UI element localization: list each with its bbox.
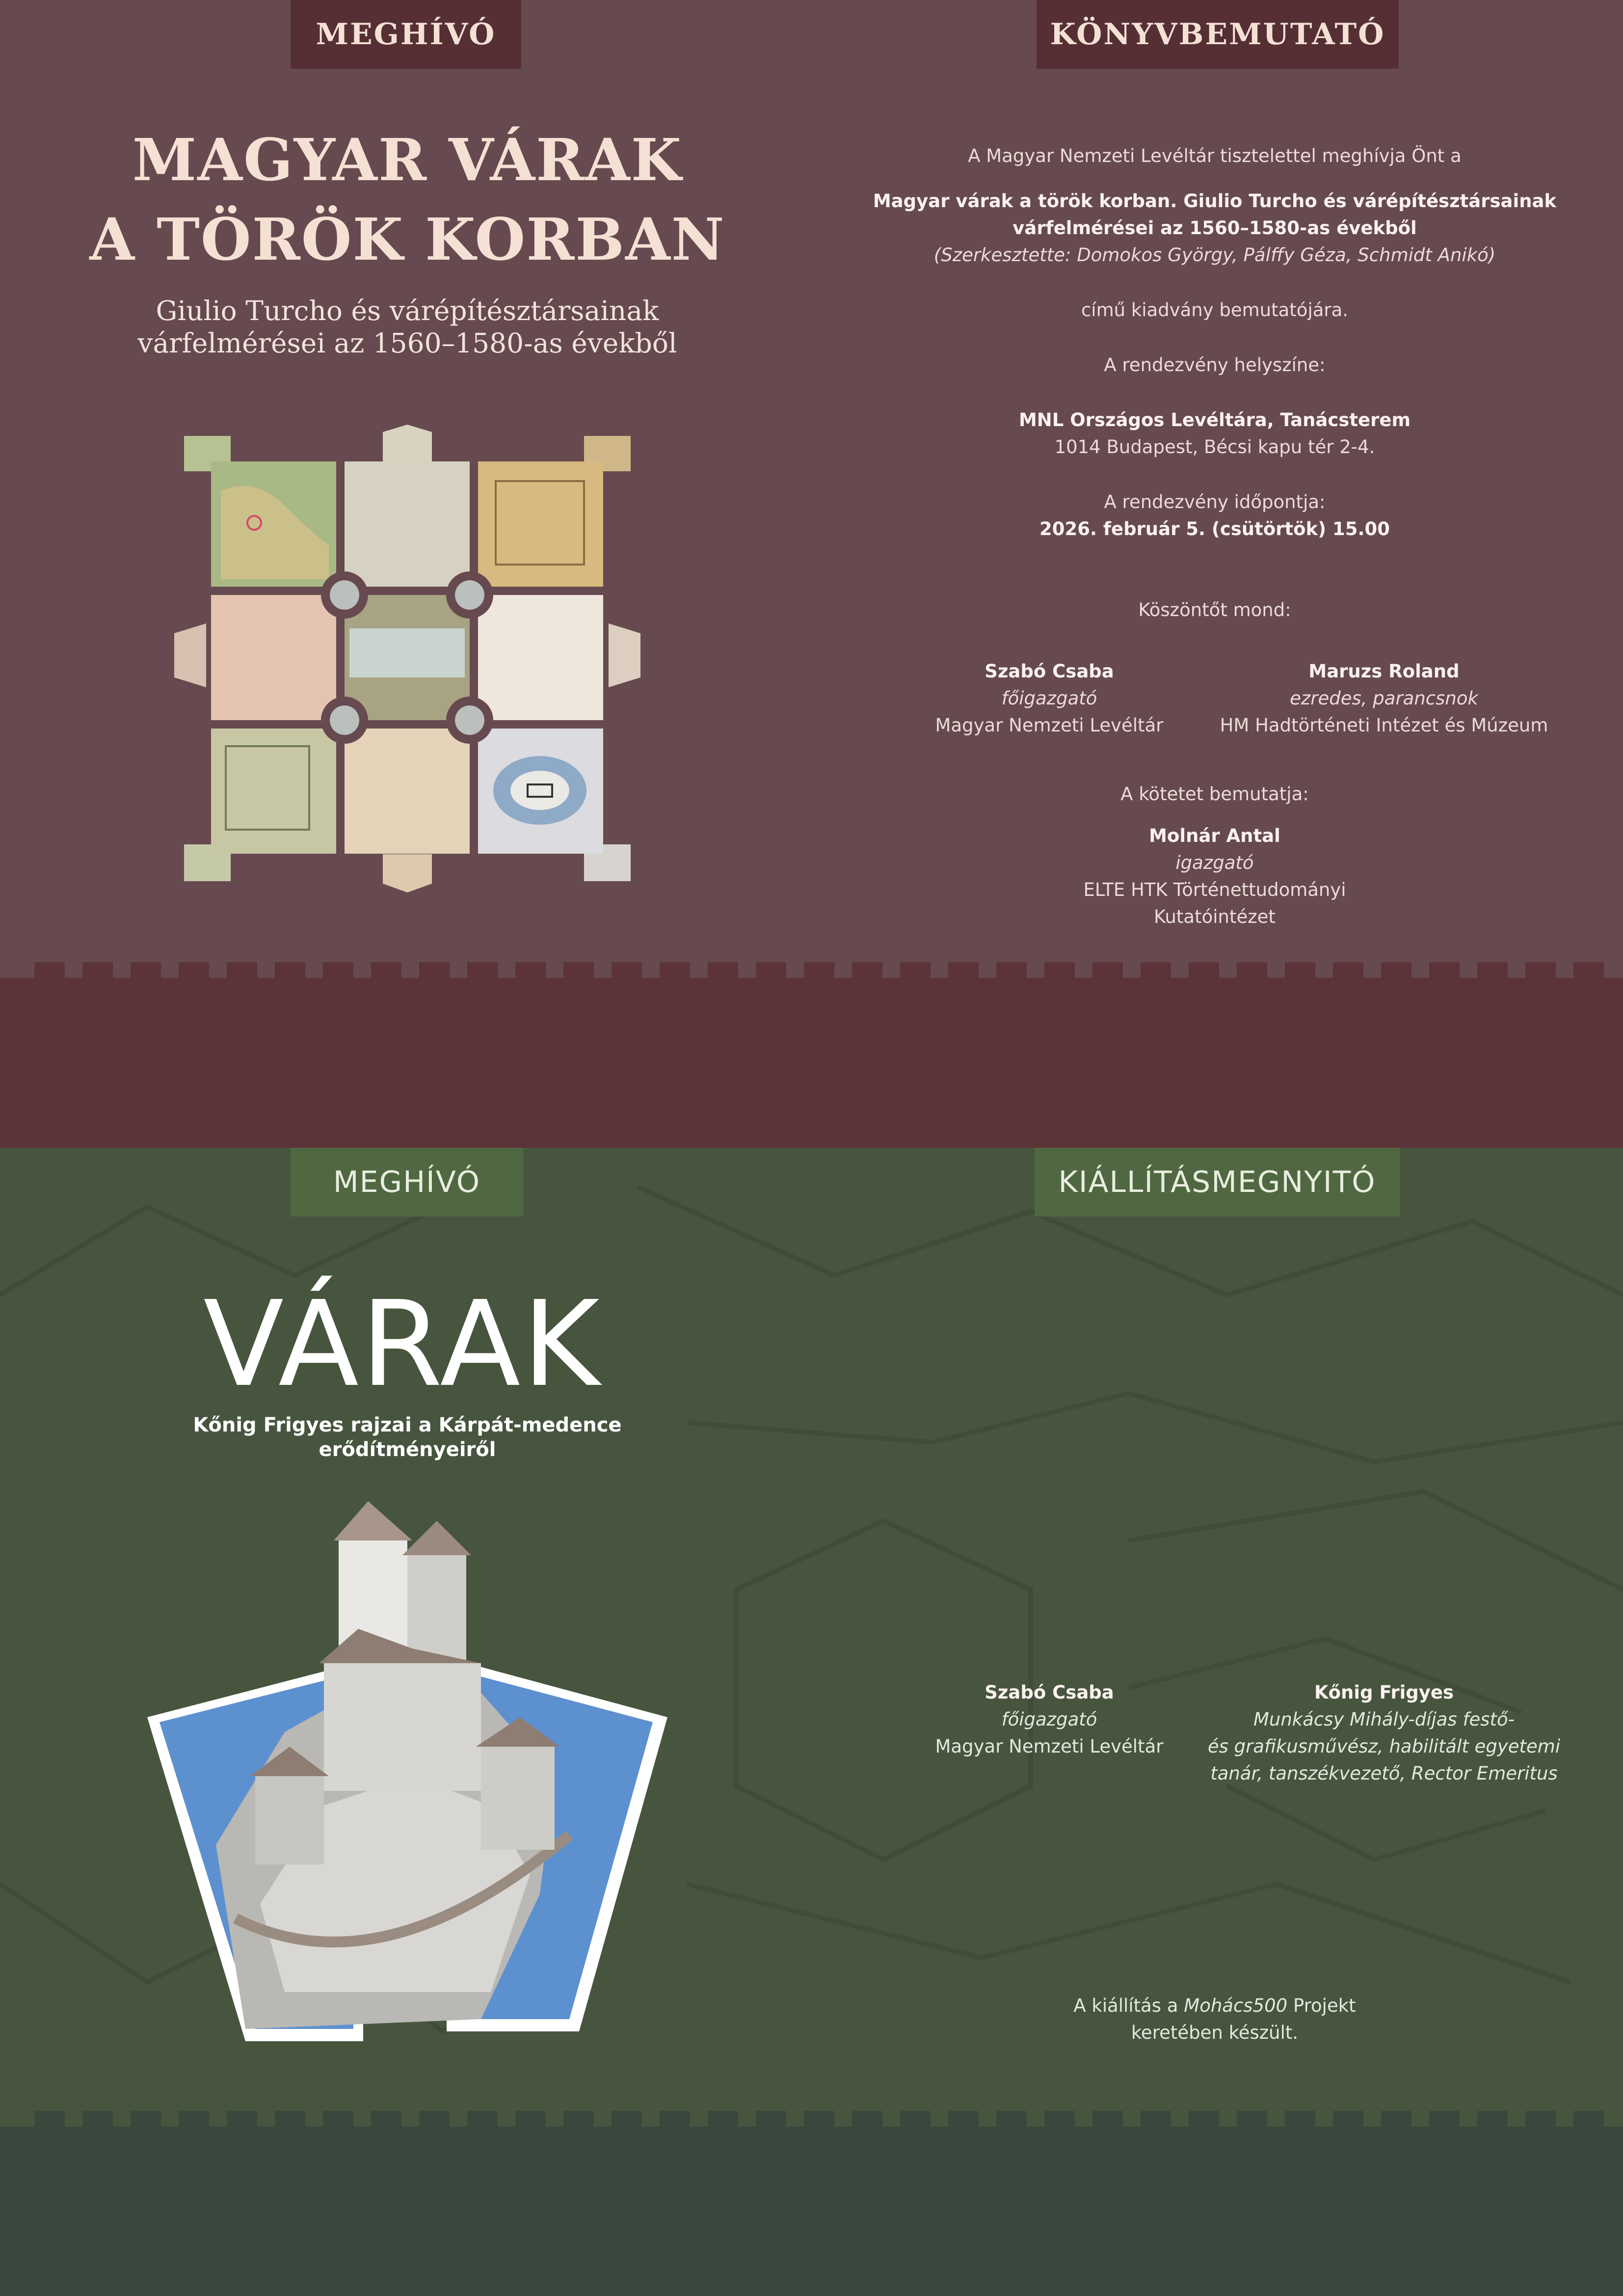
presenter-block xyxy=(864,781,1566,930)
crenel-tooth xyxy=(708,962,738,978)
crenel-tooth xyxy=(515,2111,546,2127)
venue-label: A rendezvény helyszíne: xyxy=(1104,354,1326,376)
crenel-tooth xyxy=(1429,962,1460,978)
crenel-tooth xyxy=(1333,962,1363,978)
crenel-tooth xyxy=(1141,2111,1171,2127)
crenel-tooth xyxy=(563,962,594,978)
invitation-tab: MEGHÍVÓ xyxy=(291,0,521,69)
exhibition-subtitle xyxy=(162,1413,653,1462)
crenel-tooth xyxy=(34,962,65,978)
book-subtitle-line1: Giulio Turcho és várépítésztársainak xyxy=(156,295,659,326)
crenel-tooth xyxy=(1429,2111,1460,2127)
crenel-tooth xyxy=(323,962,353,978)
exhibition-footer xyxy=(0,2111,1623,2296)
speaker-name: Szabó Csaba xyxy=(984,661,1114,682)
speaker-name: Kőnig Frigyes xyxy=(1314,1682,1454,1703)
crenel-tooth xyxy=(1237,2111,1267,2127)
speaker-name: Szabó Csaba xyxy=(984,1682,1114,1703)
book-title-bold-1: Magyar várak a török korban. Giulio Turcho és várépítésztársainak xyxy=(873,190,1557,212)
crenel-tooth xyxy=(1477,962,1508,978)
speaker-role: főigazgató xyxy=(1001,1709,1097,1730)
crenel-tooth xyxy=(1285,962,1315,978)
crenel-tooth xyxy=(996,962,1027,978)
crenel-tooth xyxy=(756,2111,786,2127)
crenel-tooth xyxy=(131,962,161,978)
crenel-tooth xyxy=(179,2111,209,2127)
crenel-tooth xyxy=(852,962,882,978)
crenel-tooth xyxy=(82,2111,113,2127)
book-title-line2: A TÖRÖK KORBAN xyxy=(89,205,725,273)
crenel-tooth xyxy=(1092,2111,1123,2127)
book-title-bold-2: várfelmérései az 1560–1580-as évekből xyxy=(1012,217,1417,239)
crenel-tooth xyxy=(852,2111,882,2127)
crenel-tooth xyxy=(467,962,498,978)
speaker-org: Magyar Nemzeti Levéltár xyxy=(935,715,1164,736)
speaker-org: Magyar Nemzeti Levéltár xyxy=(935,1736,1164,1757)
speaker-name: Maruzs Roland xyxy=(1308,661,1460,682)
crenel-tooth xyxy=(1381,962,1411,978)
welcome-label: Köszöntőt mond: xyxy=(1138,599,1291,621)
crenel-tooth xyxy=(371,962,401,978)
crenel-tooth xyxy=(804,2111,834,2127)
speaker-role: főigazgató xyxy=(1001,688,1097,709)
crenel-tooth xyxy=(948,962,979,978)
book-launch-section xyxy=(0,0,1623,962)
speaker-szabo xyxy=(912,1679,1187,1760)
speaker-role-1: Munkácsy Mihály-díjas festő- xyxy=(1253,1709,1515,1730)
crenel-tooth xyxy=(1333,2111,1363,2127)
crenel-tooth xyxy=(563,2111,594,2127)
time-value: 2026. február 5. (csütörtök) 15.00 xyxy=(1039,518,1390,540)
crenel-tooth xyxy=(515,962,546,978)
crenel-tooth xyxy=(419,2111,450,2127)
crenel-tooth xyxy=(948,2111,979,2127)
book-launch-footer xyxy=(0,962,1623,1148)
crenel-tooth xyxy=(660,962,690,978)
speaker-role: ezredes, parancsnok xyxy=(1290,688,1478,709)
crenel-border xyxy=(0,962,1623,978)
speaker-role-2: és grafikusművész, habilitált egyetemi xyxy=(1207,1736,1561,1757)
crenel-tooth xyxy=(1141,962,1171,978)
speaker-org: HM Hadtörténeti Intézet és Múzeum xyxy=(1220,715,1548,736)
crenel-tooth xyxy=(179,962,209,978)
crenel-tooth xyxy=(467,2111,498,2127)
crenel-tooth xyxy=(1189,2111,1219,2127)
crenel-tooth xyxy=(756,962,786,978)
crenel-tooth xyxy=(1381,2111,1411,2127)
crenel-tooth xyxy=(419,962,450,978)
crenel-tooth xyxy=(1525,2111,1556,2127)
presenter-label: A kötetet bemutatja: xyxy=(1120,783,1309,805)
crenel-tooth xyxy=(227,962,257,978)
crenel-tooth xyxy=(34,2111,65,2127)
speaker-konig xyxy=(1202,1679,1566,1787)
project-pre: A kiállítás a xyxy=(1073,1995,1184,2016)
crenel-tooth xyxy=(323,2111,353,2127)
crenel-tooth xyxy=(996,2111,1027,2127)
exhibition-title: VÁRAK xyxy=(203,1275,602,1413)
invitation-intro: A Magyar Nemzeti Levéltár tisztelettel meghívja Önt a xyxy=(968,145,1462,166)
book-title-line1: MAGYAR VÁRAK xyxy=(132,126,683,194)
crenel-tooth xyxy=(371,2111,401,2127)
crenel-tooth xyxy=(1573,2111,1604,2127)
crenel-tooth xyxy=(275,2111,305,2127)
speaker-maruzs xyxy=(1202,658,1566,739)
crenel-tooth xyxy=(900,2111,931,2127)
exhibition-subtitle-line2: erődítményeiről xyxy=(319,1438,496,1461)
presenter-role: igazgató xyxy=(1175,852,1254,873)
time-label: A rendezvény időpontja: xyxy=(1104,491,1326,513)
book-launch-tab: KÖNYVBEMUTATÓ xyxy=(1037,0,1399,69)
castle-drawing xyxy=(137,1501,677,2051)
speaker-szabo xyxy=(912,658,1187,739)
invitation-tab: MEGHÍVÓ xyxy=(291,1148,523,1216)
crenel-border xyxy=(0,2111,1623,2127)
crenel-tooth xyxy=(1237,962,1267,978)
book-subtitle-line2: várfelmérései az 1560–1580-as évekből xyxy=(137,327,677,359)
crenel-tooth xyxy=(1477,2111,1508,2127)
crenel-tooth xyxy=(1285,2111,1315,2127)
crenel-tooth xyxy=(1044,962,1075,978)
crenel-tooth xyxy=(612,2111,642,2127)
presenter-name: Molnár Antal xyxy=(1149,825,1280,846)
crenel-tooth xyxy=(1573,962,1604,978)
crenel-tooth xyxy=(82,962,113,978)
book-subtitle xyxy=(88,295,726,359)
crenel-tooth xyxy=(900,962,931,978)
speaker-role-3: tanár, tanszékvezető, Rector Emeritus xyxy=(1210,1763,1558,1784)
book-invitation-text xyxy=(864,142,1566,623)
crenel-tooth xyxy=(131,2111,161,2127)
book-editors: (Szerkesztette: Domokos György, Pálffy Géza, Schmidt Anikó) xyxy=(933,244,1496,266)
exhibition-opening-tab: KIÁLLÍTÁSMEGNYITÓ xyxy=(1035,1148,1400,1216)
crenel-tooth xyxy=(275,962,305,978)
exhibition-section xyxy=(0,1148,1623,2111)
project-name: Mohács500 xyxy=(1184,1995,1288,2016)
crenel-tooth xyxy=(1092,962,1123,978)
venue-name: MNL Országos Levéltára, Tanácsterem xyxy=(1018,409,1411,431)
presenter-org-2: Kutatóintézet xyxy=(1154,906,1276,927)
project-post: Projekt xyxy=(1287,1995,1356,2016)
crenel-tooth xyxy=(660,2111,690,2127)
venue-address: 1014 Budapest, Bécsi kapu tér 2-4. xyxy=(1054,436,1375,458)
fortress-map-collage xyxy=(172,422,643,893)
project-line-2: keretében készült. xyxy=(1131,2022,1299,2043)
crenel-tooth xyxy=(612,962,642,978)
crenel-tooth xyxy=(804,962,834,978)
crenel-tooth xyxy=(227,2111,257,2127)
book-purpose: című kiadvány bemutatójára. xyxy=(1081,299,1349,321)
crenel-tooth xyxy=(1044,2111,1075,2127)
presenter-org-1: ELTE HTK Történettudományi xyxy=(1083,879,1346,900)
crenel-tooth xyxy=(1525,962,1556,978)
crenel-tooth xyxy=(1189,962,1219,978)
crenel-tooth xyxy=(708,2111,738,2127)
project-line-1 xyxy=(864,1992,1566,2019)
exhibition-subtitle-line1: Kőnig Frigyes rajzai a Kárpát-medence xyxy=(193,1414,622,1436)
project-note xyxy=(864,1992,1566,2046)
